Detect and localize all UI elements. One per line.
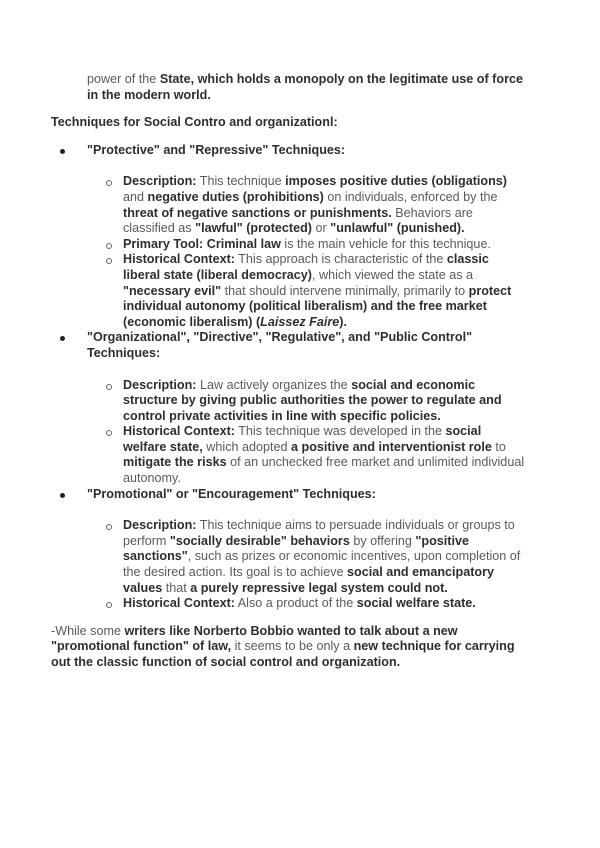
text-run: is the main vehicle for this technique. [280,236,491,251]
text-run: , which viewed the state as a [312,267,474,282]
bold-text-run: negative duties (prohibitions) [147,189,324,204]
text-run: by offering [349,533,416,548]
bold-text-run: Historical Context: [123,424,235,439]
hollow-bullet-icon [106,524,112,530]
bold-text-run: Historical Context: [123,596,235,611]
detail-item [87,378,526,425]
bold-text-run: a purely repressive legal system could not. [190,580,448,595]
text-run: Law actively organizes the [196,377,352,392]
text-run: Also a product of the [234,596,357,611]
bold-text-run: social welfare state. [356,596,476,611]
text-run: of an unchecked free market and unlimited individual autonomy. [123,455,525,486]
bold-text-run: "positive sanctions" [123,533,469,564]
detail-item [87,424,526,486]
bold-text-run: imposes positive duties (obligations) [285,174,507,189]
section-heading: Techniques for Social Contro and organizationl: [51,115,338,130]
text-run: This approach is characteristic of the [234,252,447,267]
text-run: on individuals, enforced by the [323,189,498,204]
text-run: This technique [196,174,286,189]
technique-details [87,174,526,330]
bold-text-run: Primary Tool: Criminal law [123,236,281,251]
bullet-icon [60,336,65,341]
bold-text-run: Description: [123,174,197,189]
bold-text-run: social welfare state, [123,424,482,454]
technique-title: "Protective" and "Repressive" Techniques: [87,142,346,157]
bold-text-run: writers like Norberto Bobbio wanted to talk about a new "promotional function" of law, [51,623,458,654]
text-run: , such as prizes or economic incentives, upon completion of the desired action. Its goal is to achieve [123,549,521,580]
detail-item [87,174,526,236]
techniques-list [51,143,526,612]
hollow-bullet-icon [106,384,112,390]
text-run: or [312,221,331,236]
intro-paragraph [51,72,526,103]
bold-text-run: mitigate the risks [123,455,227,470]
hollow-bullet-icon [106,180,112,186]
bold-text-run: "socially desirable" behaviors [169,533,350,548]
bold-text-run: State, which holds a monopoly on the legitimate use of force in the modern world. [87,72,523,102]
hollow-bullet-icon [106,602,112,608]
bullet-icon [60,149,65,154]
text-run: which adopted [202,439,292,454]
technique-details [87,518,526,612]
text-run: power of the [87,72,160,86]
bold-text-run: threat of negative sanctions or punishments. [123,205,392,220]
bold-text-run: "necessary evil" [123,283,222,298]
bold-text-run: social and economic structure by giving public authorities the power to regulate and control private activities in line with specific policies. [123,377,502,423]
technique-item [51,330,526,486]
technique-title: "Organizational", "Directive", "Regulative", and "Public Control" Techniques: [87,330,473,360]
bullet-icon [60,493,65,498]
bold-text-run: social and emancipatory values [123,565,495,595]
detail-item [87,518,526,596]
document-page [51,72,526,671]
bold-text-run: Description: [123,377,197,392]
bold-text-run: new technique for carrying out the classic function of social control and organization. [51,639,515,669]
text-run: that [162,580,191,595]
text-run: it seems to be only a [231,639,354,654]
bold-text-run: Historical Context: [123,252,235,267]
hollow-bullet-icon [106,258,112,264]
detail-item [87,237,526,253]
bold-text-run: "lawful" (protected) [195,221,313,236]
text-run: to [491,439,506,454]
text-run: This technique aims to persuade individuals or groups to perform [123,518,515,548]
hollow-bullet-icon [106,430,112,436]
detail-item [87,252,526,330]
text-run: and [123,189,148,204]
conclusion-paragraph [51,624,526,671]
text-run: that should intervene minimally, primarily to [221,283,469,298]
technique-title: "Promotional" or "Encouragement" Techniques: [87,486,376,501]
bold-text-run: "unlawful" (punished). [330,221,465,236]
technique-item [51,143,526,331]
technique-details [87,378,526,487]
bold-text-run: protect individual autonomy (political liberalism) and the free market (economic liberalism) ( [123,283,512,329]
hollow-bullet-icon [106,243,112,249]
text-run: This technique was developed in the [234,424,446,439]
bold-text-run: classic liberal state (liberal democracy) [123,252,489,282]
bold-text-run: a positive and interventionist role [291,439,492,454]
technique-item [51,487,526,612]
detail-item [87,596,526,612]
bold-text-run: ). [339,314,347,329]
italic-text-run: Laissez Faire [260,314,340,329]
bold-text-run: Description: [123,518,197,533]
text-run: Behaviors are classified as [123,205,473,236]
text-run: -While some [51,623,125,638]
